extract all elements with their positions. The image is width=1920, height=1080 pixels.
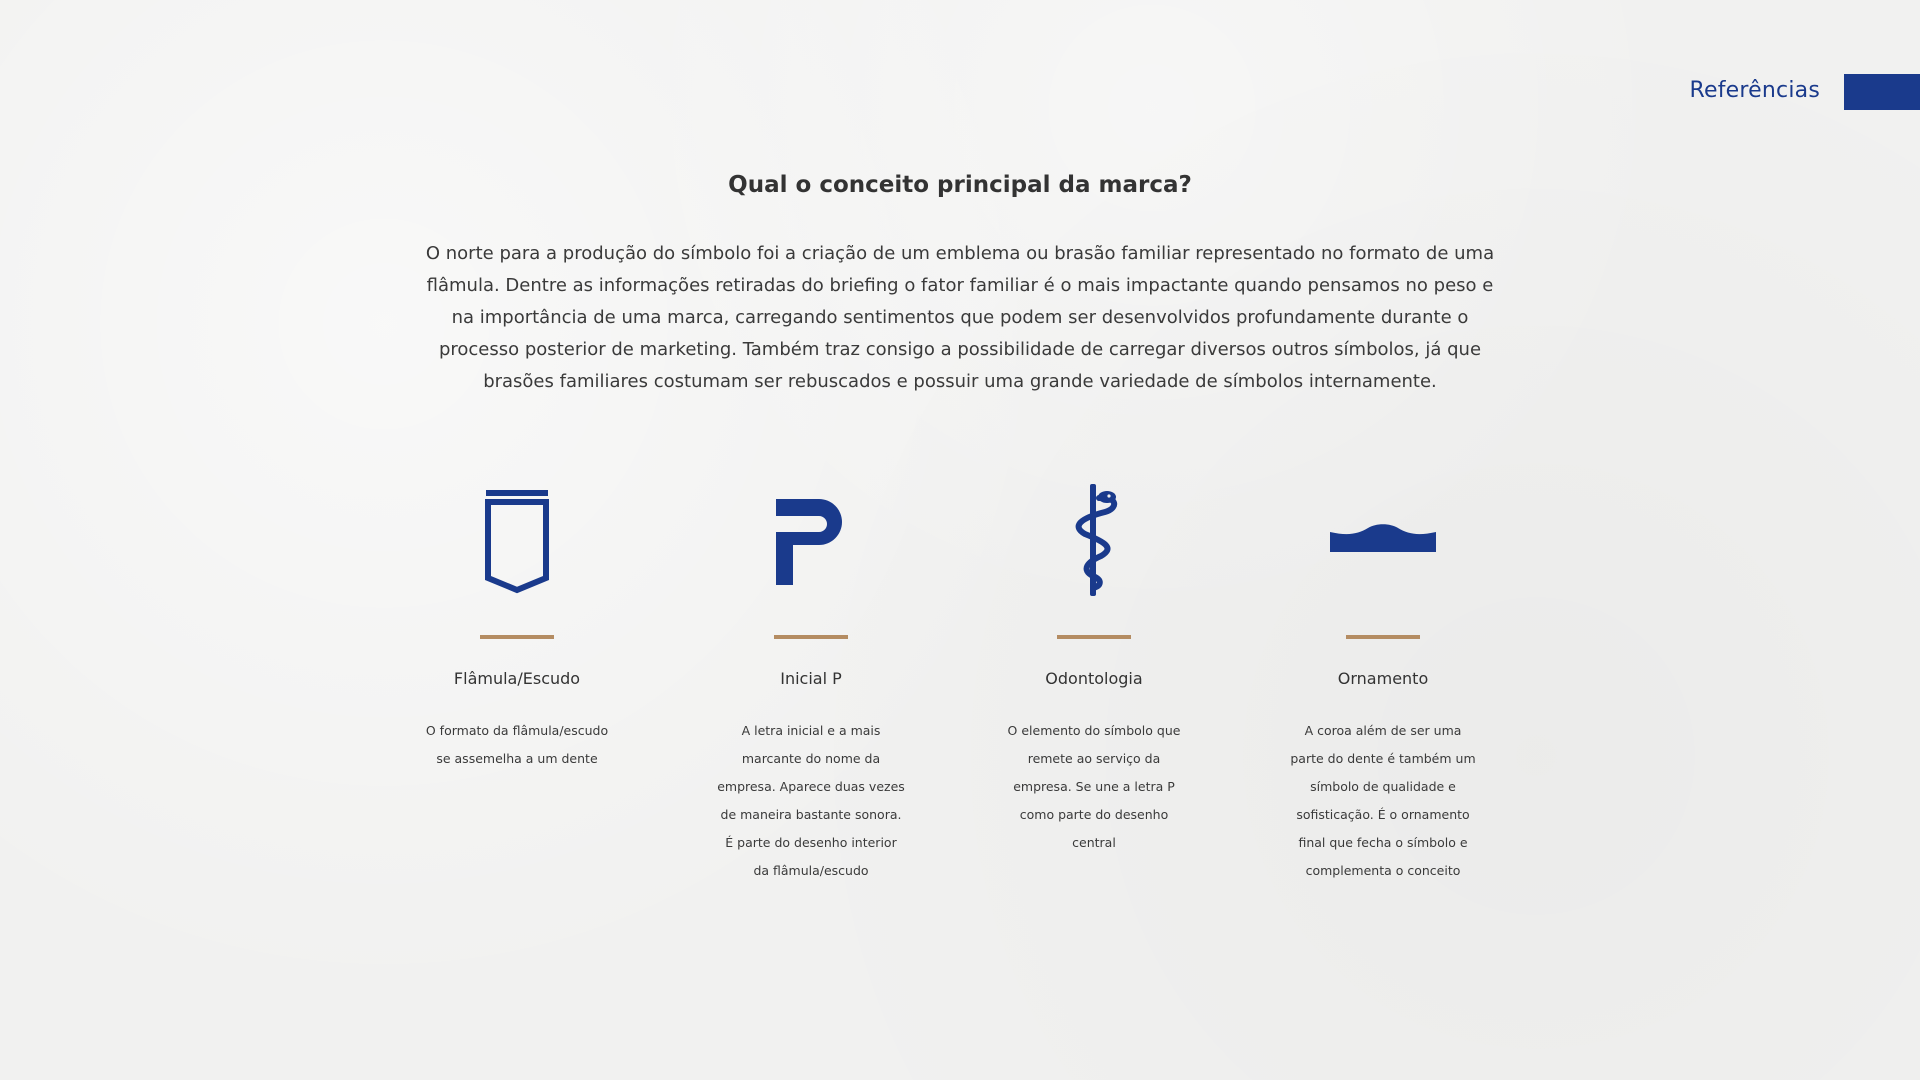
concept-description: A letra inicial e a mais marcante do nome da empresa. Aparece duas vezes de maneira bastante sonora. É parte do desenho interior da flâmula/escudo	[717, 723, 905, 878]
concept-shield	[367, 470, 667, 773]
references-accent-bar	[1844, 74, 1920, 110]
concept-title: Inicial P	[780, 669, 842, 688]
concept-description: O elemento do símbolo que remete ao serviço da empresa. Se une a letra P como parte do desenho central	[1007, 723, 1181, 850]
concept-divider	[1346, 635, 1420, 639]
page-title: Qual o conceito principal da marca?	[728, 172, 1192, 198]
concept-divider	[774, 635, 848, 639]
concept-initial-p	[661, 470, 961, 885]
shield-pennant-icon	[367, 470, 667, 610]
letter-p-icon	[661, 470, 961, 610]
concept-description: O formato da flâmula/escudo se assemelha a um dente	[425, 723, 609, 766]
concept-divider	[480, 635, 554, 639]
concept-ornament	[1233, 470, 1533, 885]
concept-divider	[1057, 635, 1131, 639]
crown-ornament-icon	[1233, 470, 1533, 610]
references-label: Referências	[1689, 78, 1820, 103]
concept-title: Flâmula/Escudo	[453, 669, 581, 688]
concept-description: A coroa além de ser uma parte do dente é também um símbolo de qualidade e sofisticação. É o ornamento final que fecha o símbolo e complementa o conceito	[1290, 723, 1476, 878]
concept-dentistry	[944, 470, 1244, 857]
concept-title: Ornamento	[1337, 669, 1429, 688]
intro-paragraph: O norte para a produção do símbolo foi a criação de um emblema ou brasão familiar representado no formato de uma flâmula. Dentre as informações retiradas do briefing o fator familiar é o mais impactante quando pensamos no peso e na importância de uma marca, carregando sentimentos que podem ser desenvolvidos profundamente durante o processo posterior de marketing. Também traz consigo a possibilidade de carregar diversos outros símbolos, já que brasões familiares costumam ser rebuscados e possuir uma grande variedade de símbolos internamente.	[425, 243, 1495, 392]
rod-of-asclepius-icon	[944, 470, 1244, 610]
concept-title: Odontologia	[1045, 669, 1143, 688]
